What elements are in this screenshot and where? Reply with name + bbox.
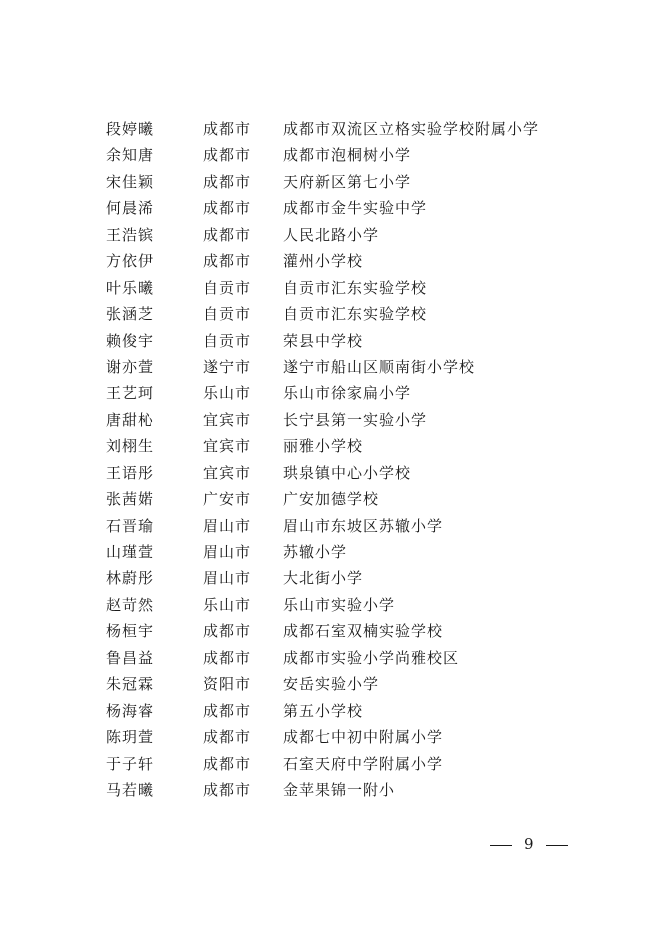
student-name: 段婷曦 — [106, 120, 155, 138]
school-name: 眉山市东坡区苏辙小学 — [283, 516, 444, 535]
city-name: 成都市 — [203, 780, 252, 799]
school-name: 成都市双流区立格实验学校附属小学 — [283, 120, 540, 138]
school-name: 成都市泡桐树小学 — [283, 146, 412, 165]
student-name: 方依伊 — [106, 252, 155, 271]
city-name: 自贡市 — [203, 305, 252, 324]
roster-row — [0, 407, 660, 433]
school-name: 人民北路小学 — [283, 225, 380, 244]
roster-row — [0, 142, 660, 168]
city-name: 成都市 — [203, 648, 252, 667]
city-name: 成都市 — [203, 622, 252, 641]
roster-row — [0, 698, 660, 724]
school-name: 自贡市汇东实验学校 — [283, 305, 428, 324]
city-name: 自贡市 — [203, 331, 252, 350]
student-name: 于子轩 — [106, 754, 155, 773]
roster-row — [0, 592, 660, 618]
roster-row — [0, 486, 660, 512]
award-roster-list — [0, 116, 660, 803]
roster-row — [0, 354, 660, 380]
roster-row — [0, 116, 660, 142]
student-name: 叶乐曦 — [106, 278, 155, 297]
student-name: 刘栩生 — [106, 437, 155, 456]
roster-row — [0, 460, 660, 486]
school-name: 灌州小学校 — [283, 252, 364, 271]
student-name: 赵苛然 — [106, 595, 155, 614]
city-name: 成都市 — [203, 754, 252, 773]
footer-dash-right — [546, 845, 568, 846]
city-name: 宜宾市 — [203, 463, 252, 482]
student-name: 山瑾萱 — [106, 543, 155, 561]
page-footer — [490, 835, 568, 853]
roster-row — [0, 618, 660, 644]
student-name: 杨桓宇 — [106, 622, 155, 641]
school-name: 成都七中初中附属小学 — [283, 728, 444, 747]
roster-row — [0, 777, 660, 803]
roster-row — [0, 645, 660, 671]
roster-row — [0, 380, 660, 406]
school-name: 成都石室双楠实验学校 — [283, 622, 444, 641]
roster-row — [0, 248, 660, 274]
school-name: 石室天府中学附属小学 — [283, 754, 444, 773]
city-name: 眉山市 — [203, 569, 252, 588]
city-name: 乐山市 — [203, 384, 252, 403]
roster-row — [0, 222, 660, 248]
school-name: 金苹果锦一附小 — [283, 780, 396, 799]
roster-row — [0, 275, 660, 301]
school-name: 成都市金牛实验中学 — [283, 199, 428, 218]
roster-row — [0, 301, 660, 327]
city-name: 广安市 — [203, 490, 252, 509]
roster-row — [0, 169, 660, 195]
school-name: 遂宁市船山区顺南街小学校 — [283, 357, 476, 376]
school-name: 荣县中学校 — [283, 331, 364, 350]
city-name: 眉山市 — [203, 543, 252, 561]
school-name: 丽雅小学校 — [283, 437, 364, 456]
student-name: 王艺珂 — [106, 384, 155, 403]
city-name: 成都市 — [203, 728, 252, 747]
student-name: 王浩镔 — [106, 225, 155, 244]
roster-row — [0, 539, 660, 565]
roster-row — [0, 328, 660, 354]
student-name: 王语彤 — [106, 463, 155, 482]
school-name: 乐山市实验小学 — [283, 595, 396, 614]
school-name: 自贡市汇东实验学校 — [283, 278, 428, 297]
roster-row — [0, 565, 660, 591]
school-name: 广安加德学校 — [283, 490, 380, 509]
roster-row — [0, 513, 660, 539]
student-name: 何晨浠 — [106, 199, 155, 218]
school-name: 珙泉镇中心小学校 — [283, 463, 412, 482]
city-name: 自贡市 — [203, 278, 252, 297]
school-name: 第五小学校 — [283, 701, 364, 720]
student-name: 石晋瑜 — [106, 516, 155, 535]
student-name: 张涵芝 — [106, 305, 155, 324]
student-name: 张茜婼 — [106, 490, 155, 509]
roster-row — [0, 724, 660, 750]
city-name: 成都市 — [203, 701, 252, 720]
page-number: 9 — [524, 835, 534, 853]
school-name: 大北街小学 — [283, 569, 364, 588]
school-name: 苏辙小学 — [283, 543, 348, 561]
student-name: 马若曦 — [106, 780, 155, 799]
city-name: 资阳市 — [203, 675, 252, 694]
student-name: 余知唐 — [106, 146, 155, 165]
city-name: 成都市 — [203, 252, 252, 271]
student-name: 唐甜杺 — [106, 410, 155, 429]
student-name: 赖俊宇 — [106, 331, 155, 350]
city-name: 成都市 — [203, 146, 252, 165]
student-name: 陈玥萱 — [106, 728, 155, 747]
footer-dash-left — [490, 845, 512, 846]
student-name: 谢亦萱 — [106, 357, 155, 376]
city-name: 成都市 — [203, 172, 252, 191]
school-name: 天府新区第七小学 — [283, 172, 412, 191]
city-name: 成都市 — [203, 199, 252, 218]
city-name: 乐山市 — [203, 595, 252, 614]
student-name: 朱冠霖 — [106, 675, 155, 694]
school-name: 安岳实验小学 — [283, 675, 380, 694]
school-name: 乐山市徐家扁小学 — [283, 384, 412, 403]
city-name: 成都市 — [203, 120, 252, 138]
roster-row — [0, 671, 660, 697]
school-name: 长宁县第一实验小学 — [283, 410, 428, 429]
city-name: 宜宾市 — [203, 437, 252, 456]
roster-row — [0, 195, 660, 221]
roster-row — [0, 751, 660, 777]
roster-row — [0, 433, 660, 459]
city-name: 宜宾市 — [203, 410, 252, 429]
city-name: 眉山市 — [203, 516, 252, 535]
city-name: 遂宁市 — [203, 357, 252, 376]
student-name: 宋佳颖 — [106, 172, 155, 191]
student-name: 杨海睿 — [106, 701, 155, 720]
student-name: 鲁昌益 — [106, 648, 155, 667]
student-name: 林蔚彤 — [106, 569, 155, 588]
city-name: 成都市 — [203, 225, 252, 244]
school-name: 成都市实验小学尚雅校区 — [283, 648, 460, 667]
